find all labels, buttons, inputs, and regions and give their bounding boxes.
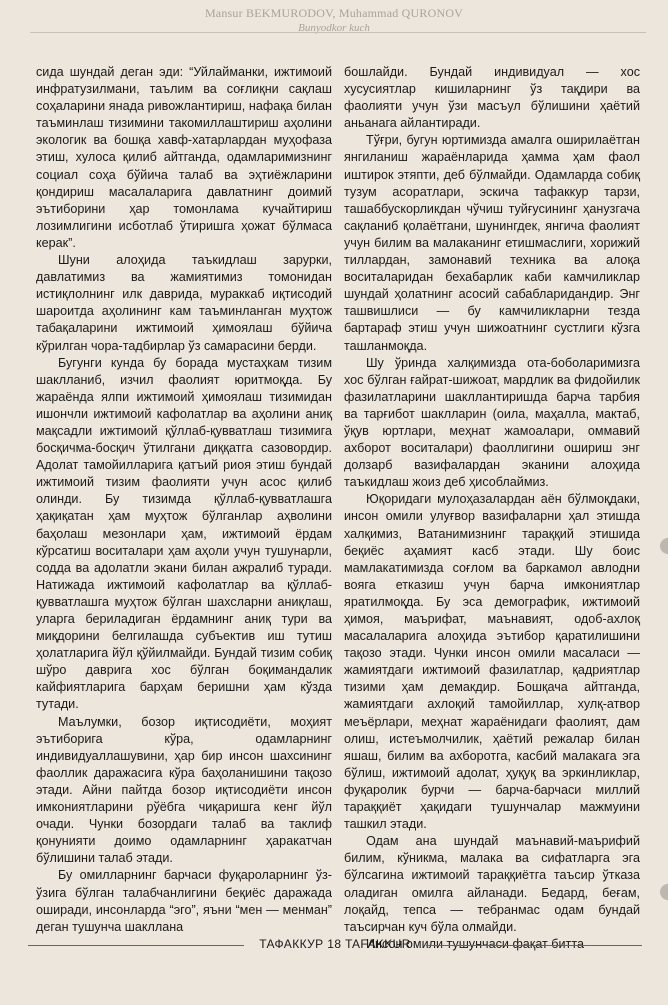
footer-rule-right <box>426 945 642 946</box>
header-rule <box>30 32 646 33</box>
footer-page-label: ТАФАККУР 18 TAFAKKUR <box>259 937 411 951</box>
binding-hole <box>660 538 668 554</box>
left-column <box>36 64 332 936</box>
paragraph: бошлайди. Бундай индивидуал — хос хусусиятлар кишиларнинг ўз тақдири ва фаолияти учун ўзи масъул бўлишини ҳаётий аньанага айлантиради. <box>344 65 640 131</box>
binding-hole <box>660 884 668 900</box>
paragraph: сида шундай деган эди: “Уйлайманки, ижтимоий инфратузилмани, таълим ва соғлиқни сақлаш соҳаларини янада ривожлантириш, нафақа билан таъминлаш тизимини такомиллаштириш аҳолини экологик ва бошқа хавф-хатарлардан муҳофаза этиш, хулоса қилиб айтганда, одамларимизнинг социал соҳа бўйича талаб ва эҳтиёжларини қондириш масалаларига давлатнинг доимий эътиборини ҳар томонлама кучайтириш лозимлигини исботлаб ўтиришга ҳожат бўлмаса керак”. <box>36 65 332 250</box>
paragraph: Маълумки, бозор иқтисодиёти, моҳият эътиборига кўра, одамларнинг индивидуаллашувини, ҳар бир инсон шахсининг фаоллик даражасига кўра баҳоланишини тақозо этади. Айни пайтда бозор иқтисодиёти инсон имкониятларини рўёбга чиқаришга кенг йўл очади. Чунки бозордаги талаб ва таклиф қонунияти доимо одамларнинг ҳаракатчан бўлишини талаб этади. <box>36 714 332 866</box>
paragraph: Одам ана шундай маънавий-маърифий билим, кўникма, малака ва сифатларга эга бўлсагина ижтимоий тараққиётга таъсир ўтказа оладиган омилга айланади. Бедард, беғам, лоқайд, тепса — тебранмас одам бундай таъсирчан куч бўла олмайди. <box>344 834 640 934</box>
paragraph: Шу ўринда халқимизда ота-боболаримизга хос бўлган ғайрат-шижоат, мардлик ва фидойилик фазилатларини шакллантиришда барча тарбия ва тарғибот шаклларин (оила, маҳалла, мактаб, ўқув юртлари, меҳнат жамоалари, оммавий ахборот воситалари) фаоллигини ошириш энг долзарб вазифалардан эканини алоҳида таъкидлаш жоиз деб ҳисоблаймиз. <box>344 355 640 490</box>
right-column <box>344 64 640 953</box>
page-footer <box>28 935 642 955</box>
paragraph: Бугунги кунда бу борада мустаҳкам тизим шаклланиб, изчил фаолият юритмоқда. Бу жараёнда ялпи ижтимоий ҳимоялаш тизимидан ишончли ижтимоий кафолатлар ва аҳолини аниқ мақсадли ижтимоий қўллаб-қувватлаш тизимига босқичма-босқич ўтилгани диққатга сазовордир. Адолат тамойилларига қатъий риоя этиш бундай ижтимоий тизим фаолияти учун асос қилиб олинди. Бу тизимда қўллаб-қувватлашга ҳақиқатан ҳам муҳтож бўлганлар аҳволини баҳолаш мезонлари ҳам, ижтимоий ёрдам кўрсатиш воситалари ҳам аҳоли учун тушунарли, содда ва адолатли экани билан ажралиб туради. Натижада ижтимоий кафолатлар ва қўллаб-қувватлашга муҳтож бўлган шахсларни аниқлаш, уларга бериладиган ёрдамнинг аниқ тури ва миқдорини белгилашда субъектив иш тутиш ҳолатларига йўл қўйилмайди. Бундай тизим собиқ шўро даврига хос бўлган боқимандалик кайфиятларига барҳам беришни ҳам кўзда тутади. <box>36 355 332 712</box>
header-authors: Mansur BEKMURODOV, Muhammad QURONOV <box>204 6 464 20</box>
paragraph: Тўғри, бугун юртимизда амалга оширилаётган янгиланиш жараёнларида ҳамма ҳам фаол иштирок этяпти, деб бўлмайди. Одамларда собиқ тузум асоратлари, эскича тафаккур тарзи, ташаббускорликдан чўчиш туйғусининг ҳанузгача сақланиб қолаётгани, шунингдек, янгича фаолият учун билим ва малаканинг етишмаслиги, хорижий тиллардан, замонавий техника ва алоқа воситаларидан бехабарлик каби камчиликлар шундай ҳолатнинг асосий сабабларидандир. Энг ташвишлиси — бу камчиликларни тезда бартараф этиш учун шижоатнинг сустлиги кўзга ташланмоқда. <box>344 133 640 353</box>
paragraph: Инсон омили тушунчаси фақат битта <box>366 936 584 951</box>
paragraph: Юқоридаги мулоҳазалардан аён бўлмоқдаки, инсон омили улуғвор вазифаларни ҳал этишда халқимиз, Ватанимизнинг тараққий этишида беқиёс аҳамият касб этади. Шу боис мамлакатимизда соғлом ва баркамол авлодни вояга етказиш учун барча имкониятлар яратилмоқда. Бу эса демографик, ижтимоий ҳимоя, маърифат, маънавият, одоб-ахлоқ масалаларига алоҳида эътибор қаратилишини тақозо этади. Чунки инсон омили масаласи — жамиятдаги ижтимоий фазилатлар, қадриятлар тизими ҳам демакдир. Бошқача айтганда, жамиятдаги ахлоқий тамойиллар, хулқ-атвор меъёрлари, меҳнат жараёнидаги фаолият, дам олиш, истеъмолчилик, ҳаётий режалар билан яшаш, билим ва ахборотга, касбий малакага эга бўлиш, ижтимоий адолат, ҳуқуқ ва эркинликлар, фуқаролик бурчи — барча-барчаси миллий тараққиёт ҳақидаги тушунчалар мажмуини ташкил этади. <box>344 492 640 832</box>
paragraph: Бу омилларнинг барчаси фуқароларнинг ўз-ўзига бўлган талабчанлигини беқиёс даражада оширади, инсонларда “эго”, яъни “мен — менман” деган тушунча шакллана <box>36 868 332 934</box>
header-subtitle: Bunyodkor kuch <box>298 22 370 34</box>
paragraph: Шуни алоҳида таъкидлаш зарурки, давлатимиз ва жамиятимиз томонидан истиқлолнинг илк даврида, мураккаб иқтисодий шароитда аҳолининг кам таъминланган муҳтож табақаларини ижтимоий ҳимоялаш бўйича кўрилган чора-тадбирлар ўз самарасини берди. <box>36 253 332 353</box>
